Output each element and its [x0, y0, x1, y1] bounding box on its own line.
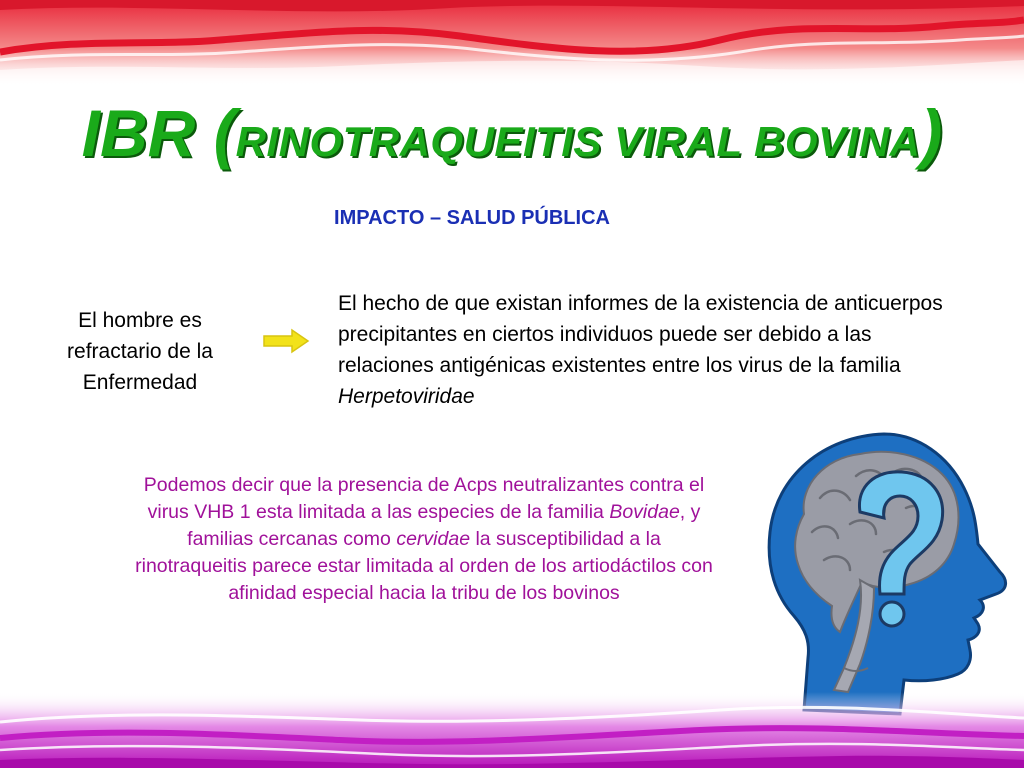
conclusion-paragraph	[130, 472, 718, 607]
explanation-text: El hecho de que existan informes de la existencia de anticuerpos precipitantes en ciertos individuos puede ser debido a las relaciones antigénicas existentes entre los virus de la familia	[338, 292, 943, 377]
conclusion-italic-bovidae: Bovidae	[609, 501, 680, 523]
title-full-name: RINOTRAQUEITIS VIRAL BOVINA	[235, 118, 921, 165]
left-statement: El hombre es refractario de la Enfermedad	[67, 309, 213, 394]
conclusion-text-part3: la susceptibilidad a la rinotraqueitis parece estar limitada al orden de los artiodáctilos con afinidad especial hacia la tribu de los bovinos	[135, 528, 713, 604]
conclusion-text-part1: Podemos decir que la presencia de Acps neutralizantes contra el virus VHB 1 esta limitada a las especies de la familia	[143, 474, 705, 523]
slide-subtitle: IMPACTO – SALUD PÚBLICA	[334, 207, 610, 229]
conclusion-text-part2: , y familias cercanas como	[187, 501, 701, 550]
slide-title	[0, 96, 1024, 170]
top-decoration-band	[0, 0, 1024, 90]
explanation-paragraph	[338, 288, 958, 412]
title-closing-paren: )	[920, 96, 943, 170]
bottom-decoration-band	[0, 692, 1024, 768]
head-brain-question-icon	[764, 428, 1022, 718]
explanation-italic-term: Herpetoviridae	[338, 385, 475, 408]
title-abbreviation: IBR (	[81, 96, 236, 170]
conclusion-italic-cervidae: cervidae	[396, 528, 471, 550]
right-arrow-icon	[262, 328, 310, 354]
